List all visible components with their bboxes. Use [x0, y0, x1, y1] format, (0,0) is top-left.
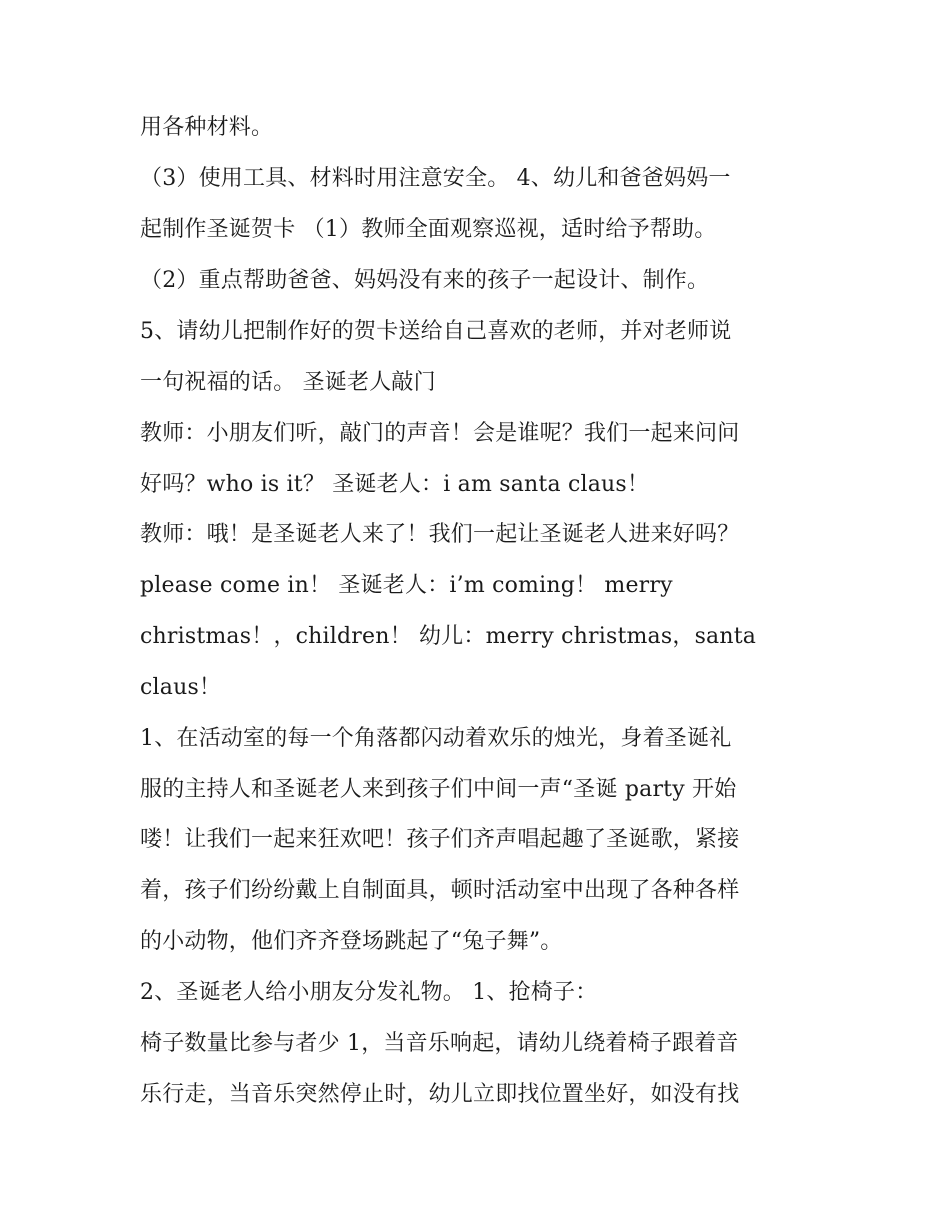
text-line: 着，孩子们纷纷戴上自制面具，顿时活动室中出现了各种各样: [140, 878, 740, 903]
text-line: christmas！，children！ 幼儿：merry christmas，santa: [140, 624, 757, 649]
text-line: 起制作圣诞贺卡 （1）教师全面观察巡视，适时给予帮助。: [140, 217, 717, 242]
text-line: 好吗？who is it？ 圣诞老人：i am santa claus！: [140, 472, 650, 497]
text-line: 乐行走，当音乐突然停止时，幼儿立即找位置坐好，如没有找: [140, 1082, 740, 1107]
text-line: 椅子数量比参与者少 1，当音乐响起，请幼儿绕着椅子跟着音: [140, 1031, 739, 1056]
text-line: 5、请幼儿把制作好的贺卡送给自己喜欢的老师，并对老师说: [140, 319, 732, 344]
text-line: 一句祝福的话。 圣诞老人敲门: [140, 370, 436, 395]
text-line: （3）使用工具、材料时用注意安全。 4、幼儿和爸爸妈妈一: [140, 166, 731, 191]
text-line: 1、在活动室的每一个角落都闪动着欢乐的烛光，身着圣诞礼: [140, 726, 732, 751]
text-line: 用各种材料。: [140, 115, 274, 140]
text-line: 教师：小朋友们听，敲门的声音！会是谁呢？我们一起来问问: [140, 421, 740, 446]
text-line: 服的主持人和圣诞老人来到孩子们中间一声“圣诞 party 开始: [140, 777, 737, 802]
text-line: claus！: [140, 675, 222, 700]
text-line: 2、圣诞老人给小朋友分发礼物。 1、抢椅子：: [140, 980, 598, 1005]
text-line: please come in！ 圣诞老人：i’m coming！ merry: [140, 573, 673, 598]
text-line: （2）重点帮助爸爸、妈妈没有来的孩子一起设计、制作。: [140, 268, 710, 293]
text-line: 教师：哦！是圣诞老人来了！我们一起让圣诞老人进来好吗？: [140, 522, 740, 547]
text-line: 喽！让我们一起来狂欢吧！孩子们齐声唱起趣了圣诞歌，紧接: [140, 827, 740, 852]
text-line: 的小动物，他们齐齐登场跳起了“兔子舞”。: [140, 929, 563, 954]
